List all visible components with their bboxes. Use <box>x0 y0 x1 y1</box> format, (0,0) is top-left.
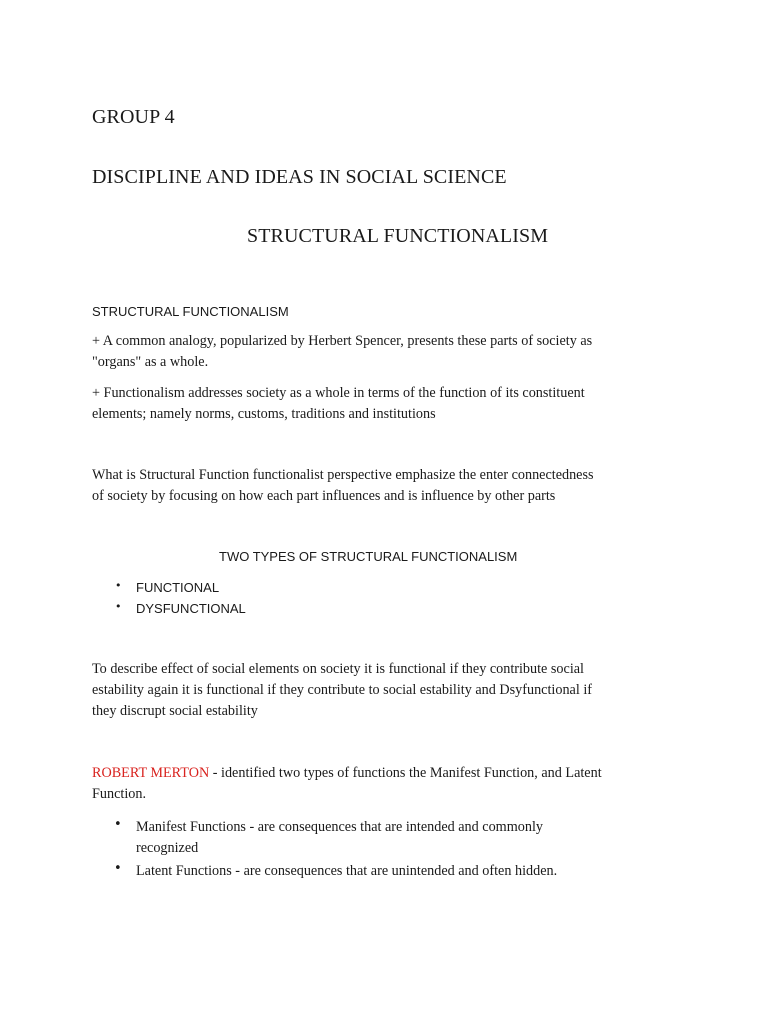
merton-paragraph <box>92 763 602 784</box>
discipline-heading: DISCIPLINE AND IDEAS IN SOCIAL SCIENCE <box>92 166 507 188</box>
paragraph-line: Function. <box>92 786 146 802</box>
bullet-icon: • <box>114 861 122 876</box>
group-heading: GROUP 4 <box>92 106 175 128</box>
paragraph-line: elements; namely norms, customs, traditions and institutions <box>92 406 436 422</box>
bullet-icon: • <box>115 600 122 613</box>
list-item: DYSFUNCTIONAL <box>136 601 246 616</box>
merton-name: ROBERT MERTON <box>92 765 210 781</box>
paragraph-line: of society by focusing on how each part influences and is influence by other parts <box>92 488 556 504</box>
paragraph-line: + Functionalism addresses society as a whole in terms of the function of its constituent <box>92 385 585 401</box>
merton-description: - identified two types of functions the Manifest Function, and Latent <box>209 765 602 781</box>
list-item: Manifest Functions - are consequences that are intended and commonly <box>136 819 543 835</box>
page-title: STRUCTURAL FUNCTIONALISM <box>247 225 549 247</box>
bullet-icon: • <box>115 579 122 592</box>
paragraph-line: "organs" as a whole. <box>92 354 209 370</box>
paragraph-line: they discrupt social estability <box>92 703 258 719</box>
paragraph-line: estability again it is functional if they contribute to social estability and Dsyfunctional if <box>92 682 592 698</box>
list-item: FUNCTIONAL <box>136 580 220 595</box>
paragraph-line: What is Structural Function functionalist perspective emphasize the enter connectedness <box>92 467 594 483</box>
paragraph-line: To describe effect of social elements on society it is functional if they contribute social <box>92 661 584 677</box>
list-item: Latent Functions - are consequences that are unintended and often hidden. <box>136 863 558 879</box>
section-subtitle: STRUCTURAL FUNCTIONALISM <box>92 304 289 319</box>
types-heading: TWO TYPES OF STRUCTURAL FUNCTIONALISM <box>219 549 518 564</box>
list-item-continuation: recognized <box>136 840 199 856</box>
paragraph-line: + A common analogy, popularized by Herbert Spencer, presents these parts of society as <box>92 333 593 349</box>
bullet-icon: • <box>114 817 122 832</box>
